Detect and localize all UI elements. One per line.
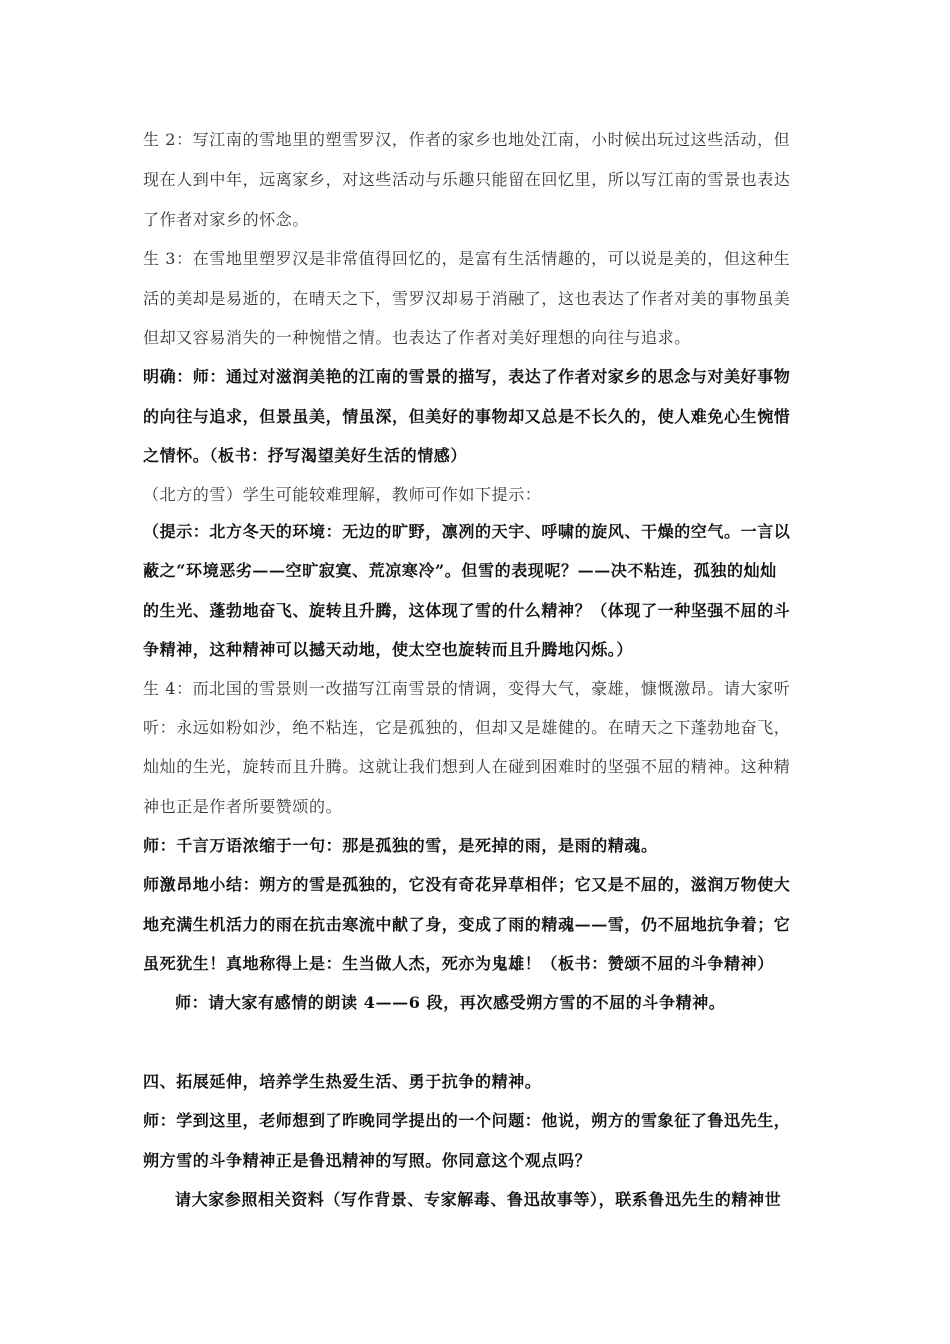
text-line: 灿灿的生光，旋转而且升腾。这就让我们想到人在碰到困难时的坚强不屈的精神。这种精 (143, 757, 791, 776)
text-line: 争精神，这种精神可以撼天动地，使太空也旋转而且升腾地闪烁。） (143, 640, 634, 659)
text-line: （北方的雪）学生可能较难理解，教师可作如下提示： (143, 485, 542, 504)
text-line: 听：永远如粉如沙，绝不粘连，它是孤独的，但却又是雄健的。在晴天之下蓬勃地奋飞， (143, 718, 791, 737)
text-line: 师激昂地小结：朔方的雪是孤独的，它没有奇花异草相伴；它又是不屈的，滋润万物使大 (143, 875, 791, 894)
text-line: 师：千言万语浓缩于一句：那是孤独的雪，是死掉的雨，是雨的精魂。 (143, 836, 658, 855)
text-line: 生 2：写江南的雪地里的塑雪罗汉，作者的家乡也地处江南，小时候出玩过这些活动，但 (143, 130, 791, 149)
text-line: 师：学到这里，老师想到了昨晚同学提出的一个问题：他说，朔方的雪象征了鲁迅先生， (143, 1111, 791, 1130)
text-line: 朔方雪的斗争精神正是鲁迅精神的写照。你同意这个观点吗？ (143, 1151, 592, 1170)
text-line: 活的美却是易逝的，在晴天之下，雪罗汉却易于消融了，这也表达了作者对美的事物虽美 (143, 289, 791, 308)
text-line: 虽死犹生！真地称得上是：生当做人杰，死亦为鬼雄！（板书：赞颂不屈的斗争精神） (143, 954, 774, 973)
text-line: 神也正是作者所要赞颂的。 (143, 797, 343, 816)
text-line: 生 3：在雪地里塑罗汉是非常值得回忆的，是富有生活情趣的，可以说是美的，但这种生 (143, 249, 791, 268)
text-line: 现在人到中年，远离家乡，对这些活动与乐趣只能留在回忆里，所以写江南的雪景也表达 (143, 170, 791, 189)
text-line: 之情怀。（板书：抒写渴望美好生活的情感） (143, 446, 468, 465)
text-line: 师：请大家有感情的朗读 4——6 段，再次感受朔方雪的不屈的斗争精神。 (175, 993, 726, 1012)
text-line: 生 4：而北国的雪景则一改描写江南雪景的情调，变得大气，豪雄，慷慨激昂。请大家听 (143, 679, 791, 698)
text-line: 蔽之“环境恶劣——空旷寂寞、荒凉寒冷”。但雪的表现呢？——决不粘连，孤独的灿灿 (143, 561, 777, 580)
text-line: （提示：北方冬天的环境：无边的旷野，凛冽的天宇、呼啸的旋风、干燥的空气。一言以 (143, 522, 791, 541)
text-line: 明确：师：通过对滋润美艳的江南的雪景的描写，表达了作者对家乡的思念与对美好事物 (143, 367, 791, 386)
text-line: 请大家参照相关资料（写作背景、专家解毒、鲁迅故事等），联系鲁迅先生的精神世 (175, 1190, 782, 1209)
text-line: 的生光、蓬勃地奋飞、旋转且升腾，这体现了雪的什么精神？（体现了一种坚强不屈的斗 (143, 601, 791, 620)
text-line: 的向往与追求，但景虽美，情虽深，但美好的事物却又总是不长久的，使人难免心生惋惜 (143, 407, 791, 426)
section-heading: 四、拓展延伸，培养学生热爱生活、勇于抗争的精神。 (143, 1072, 542, 1091)
text-line: 但却又容易消失的一种惋惜之情。也表达了作者对美好理想的向往与追求。 (143, 328, 691, 347)
text-line: 了作者对家乡的怀念。 (143, 210, 310, 229)
text-line: 地充满生机活力的雨在抗击寒流中献了身，变成了雨的精魂——雪，仍不屈地抗争着；它 (143, 915, 791, 934)
